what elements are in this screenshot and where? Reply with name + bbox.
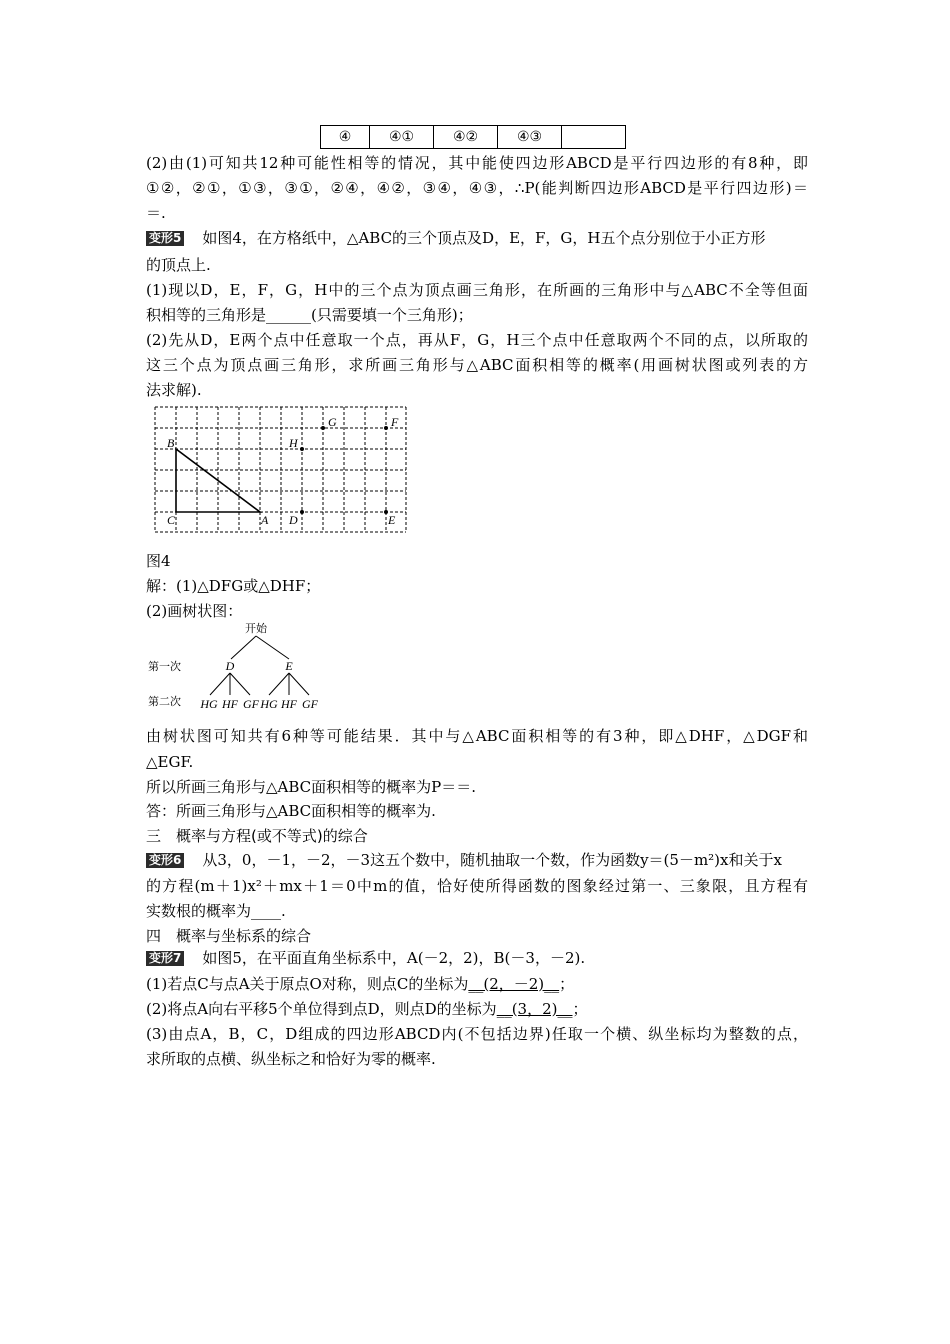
question-line: (3)由点A，B，C，D组成的四边形ABCD内(不包括边界)任取一个横、纵坐标均为整数的点， <box>146 1025 808 1043</box>
variant-badge: 变形6 <box>146 853 184 868</box>
label-c: C <box>167 513 176 527</box>
paragraph-line: (2)由(1)可知共12种可能性相等的情况，其中能使四边形ABCD是平行四边形的有8种，即 <box>146 154 808 172</box>
variant-badge: 变形7 <box>146 951 184 966</box>
answer-fill: __(2，－2)__ <box>468 975 560 993</box>
tree-node: E <box>285 659 293 673</box>
solution-line: 所以所画三角形与△ABC面积相等的概率为P＝＝. <box>146 778 477 796</box>
question-line: 积相等的三角形是______(只需要填一个三角形)； <box>146 306 473 324</box>
section-heading: 三 概率与方程(或不等式)的综合 <box>146 827 368 845</box>
problem-text: 如图5，在平面直角坐标系中，A(－2，2)，B(－3，－2). <box>202 949 586 967</box>
label-h: H <box>289 436 298 450</box>
answer-fill: __(3，2)__ <box>496 1000 573 1018</box>
solution-line: 解：(1)△DFG或△DHF； <box>146 577 321 595</box>
tree-diagram <box>146 619 336 715</box>
question-text: (1)若点C与点A关于原点O对称，则点C的坐标为 <box>146 975 469 993</box>
tree-leaf: HF <box>281 697 297 711</box>
variant-badge: 变形5 <box>146 231 184 246</box>
tree-leaf: HG <box>260 697 278 711</box>
point-d <box>300 510 304 514</box>
label-f: F <box>391 415 399 429</box>
problem-7-intro <box>146 948 808 968</box>
table-cell: ④② <box>434 126 498 149</box>
solution-answer: 答：所画三角形与△ABC面积相等的概率为. <box>146 802 436 820</box>
tree-level1-label: 第一次 <box>148 660 181 673</box>
question-line: 这三个点为顶点画三角形，求所画三角形与△ABC面积相等的概率(用画树状图或列表的方 <box>146 356 808 374</box>
tree-leaf: GF <box>243 697 259 711</box>
problem-text: 从3，0，－1，－2，－3这五个数中，随机抽取一个数，作为函数y＝(5－m²)x和关于x <box>202 851 782 869</box>
table-cell <box>562 126 626 149</box>
question-text: (2)将点A向右平移5个单位得到点D，则点D的坐标为 <box>146 1000 497 1018</box>
paragraph-line: ＝. <box>146 204 166 222</box>
problem-6-intro <box>146 850 808 870</box>
label-d: D <box>289 513 298 527</box>
paragraph-line: ①②，②①，①③，③①，②④，④②，③④，④③，∴P(能判断四边形ABCD是平行四边形)＝ <box>146 179 808 197</box>
question-line: (2)先从D，E两个点中任意取一个点，再从F，G，H三个点中任意取两个不同的点，以所取的 <box>146 331 808 349</box>
question-line <box>146 999 808 1019</box>
point-g <box>321 426 325 430</box>
problem-text: 如图4，在方格纸中，△ABC的三个顶点及D，E，F，G，H五个点分别位于小正方形 <box>202 229 766 247</box>
paragraph-line: 实数根的概率为____. <box>146 902 286 920</box>
tree-root: 开始 <box>245 622 267 635</box>
tree-leaf: HG <box>200 697 218 711</box>
grid-lines <box>155 407 406 532</box>
question-text: ； <box>559 975 575 993</box>
tree-node: D <box>225 659 235 673</box>
problem-5-intro <box>146 228 808 248</box>
label-a: A <box>261 513 269 527</box>
label-b: B <box>167 436 175 450</box>
table-cell: ④① <box>370 126 434 149</box>
outcome-table-fragment <box>320 125 626 149</box>
paragraph-line: 的方程(m＋1)x²＋mx＋1＝0中m的值，恰好使所得函数的图象经过第一、三象限，且方程有 <box>146 877 808 895</box>
label-e: E <box>388 513 396 527</box>
solution-line: 由树状图可知共有6种等可能结果．其中与△ABC面积相等的有3种，即△DHF，△DGF和 <box>146 727 808 745</box>
paragraph-line: 的顶点上. <box>146 256 211 274</box>
table-cell: ④③ <box>498 126 562 149</box>
point-f <box>384 426 388 430</box>
point-h <box>300 447 304 451</box>
table-cell: ④ <box>321 126 370 149</box>
figure-4-grid <box>150 404 412 536</box>
question-line: 法求解). <box>146 381 202 399</box>
figure-caption: 图4 <box>146 552 171 570</box>
table-row <box>321 126 626 149</box>
question-text: ； <box>572 1000 588 1018</box>
tree-level2-label: 第二次 <box>148 695 181 708</box>
label-g: G <box>328 415 337 429</box>
question-line: (1)现以D，E，F，G，H中的三个点为顶点画三角形，在所画的三角形中与△ABC不全等但面 <box>146 281 808 299</box>
solution-line: △EGF. <box>146 753 194 771</box>
section-heading: 四 概率与坐标系的综合 <box>146 927 312 945</box>
tree-leaf: HF <box>222 697 238 711</box>
solution-line: (2)画树状图： <box>146 602 243 620</box>
tree-leaf: GF <box>302 697 318 711</box>
question-line <box>146 974 808 994</box>
question-line: 求所取的点横、纵坐标之和恰好为零的概率. <box>146 1050 436 1068</box>
